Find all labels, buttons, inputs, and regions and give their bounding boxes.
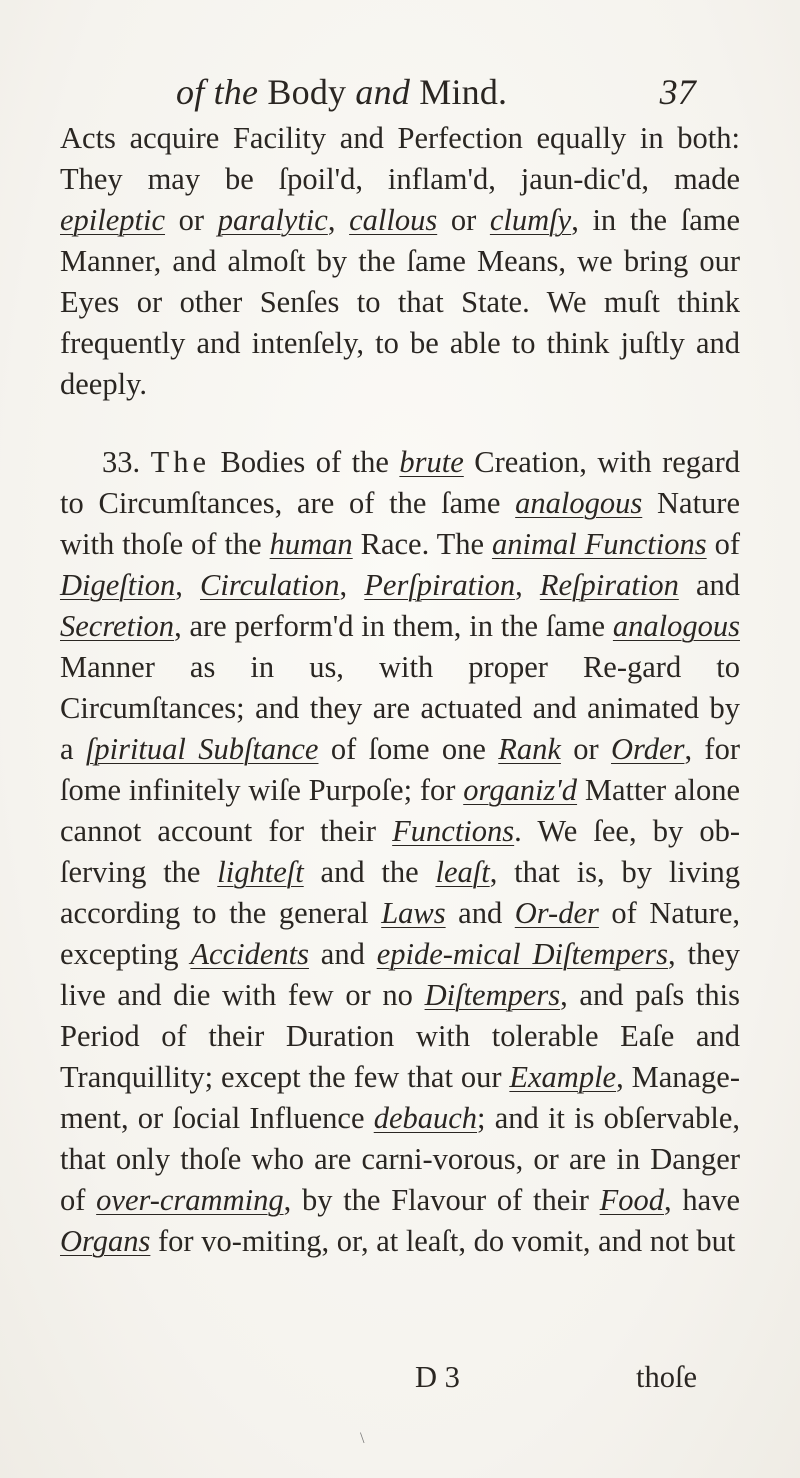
running-header	[176, 68, 696, 116]
header-word-the: the	[213, 72, 259, 112]
header-word-and: and	[355, 72, 411, 112]
page-footer	[60, 1357, 740, 1397]
header-title	[176, 68, 507, 116]
section-number: 33.	[102, 445, 141, 479]
signature-mark: D 3	[415, 1360, 460, 1394]
header-word-of: of	[176, 72, 205, 112]
body-text	[60, 118, 740, 1262]
section-lead-word: The	[150, 445, 211, 479]
paragraph-section-33: 33. The Bodies of the brute Creation, with regard to Circumſtances, are of the ſame analogous Nature with thoſe of the human Race. The animal Functions of Digeſtion, Circulation, Perſpiration, Reſpiration and Secretion, are perform'd in them, in the ſame analogous Manner as in us, with proper Re-gard to Circumſtances; and they are actuated and animated by a ſpiritual Subſtance of ſome one Rank or Order, for ſome infinitely wiſe Purpoſe; for organiz'd Matter alone cannot account for their Functions. We ſee, by ob-ſerving the lighteſt and the leaſt, that is, by living according to the general Laws and Or-der of Nature, excepting Accidents and epide-mical Diſtempers, they live and die with few or no Diſtempers, and paſs this Period of their Duration with tolerable Eaſe and Tranquillity; except the few that our Example, Manage-ment, or ſocial Influence debauch; and it is obſervable, that only thoſe who are carni-vorous, or are in Danger of over-cramming, by the Flavour of their Food, have Organs for vo-miting, or, at leaſt, do vomit, and not but	[60, 445, 741, 1258]
paragraph-continued: Acts acquire Facility and Perfection equally in both: They may be ſpoil'd, inflam'd, jaun-dic'd, made epileptic or paralytic, callous or clumſy, in the ſame Manner, and almoſt by the ſame Means, we bring our Eyes or other Senſes to that State. We muſt think frequently and intenſely, to be able to think juſtly and deeply.	[60, 121, 740, 401]
header-word-body: Body	[267, 72, 347, 112]
stray-mark: \	[360, 1430, 365, 1447]
catchword: thoſe	[636, 1360, 697, 1394]
header-word-mind: Mind.	[419, 72, 508, 112]
page-number: 37	[659, 72, 696, 112]
